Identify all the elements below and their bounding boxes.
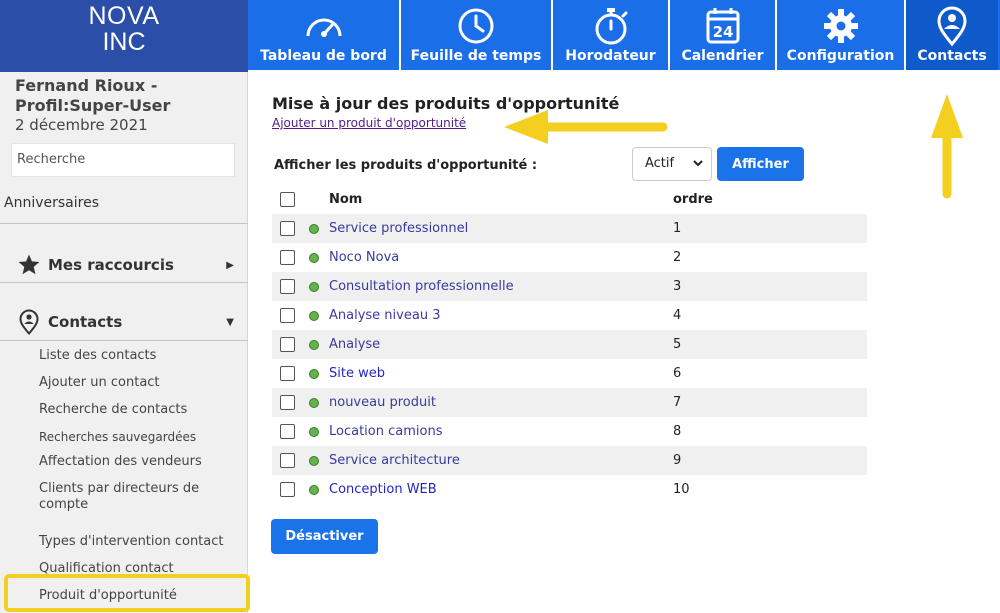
product-name-link[interactable]: Consultation professionnelle [329, 279, 514, 294]
product-name-link[interactable]: Location camions [329, 424, 443, 439]
active-status-icon [309, 282, 319, 292]
stopwatch-icon [589, 4, 633, 48]
current-date: 2 décembre 2021 [15, 116, 148, 134]
table-row [272, 214, 867, 243]
row-checkbox[interactable] [280, 424, 295, 439]
product-name-link[interactable]: Service architecture [329, 453, 460, 468]
sidebar-item-saved-searches[interactable]: Recherches sauvegardées [39, 430, 197, 444]
caret-down-icon: ▼ [226, 316, 234, 328]
row-checkbox[interactable] [280, 366, 295, 381]
calendar-icon [701, 4, 745, 48]
active-status-icon [309, 485, 319, 495]
contacts-label: Contacts [48, 313, 123, 331]
active-status-icon [309, 224, 319, 234]
product-name-link[interactable]: Analyse [329, 337, 381, 352]
sidebar-item-clients-by-account-director[interactable]: Clients par directeurs de compte [39, 481, 200, 512]
active-status-icon [309, 340, 319, 350]
sidebar-item-contact-list[interactable]: Liste des contacts [39, 348, 157, 363]
divider [0, 223, 248, 224]
nav-timesheet[interactable] [401, 0, 553, 70]
divider [0, 282, 248, 283]
speedometer-icon [302, 4, 346, 48]
nav-label: Tableau de bord [260, 48, 387, 64]
sidebar [0, 72, 248, 613]
row-checkbox[interactable] [280, 337, 295, 352]
shortcuts-section[interactable] [16, 252, 236, 278]
product-order: 1 [673, 221, 682, 236]
divider [0, 340, 248, 341]
table-row [272, 475, 867, 504]
row-checkbox[interactable] [280, 250, 295, 265]
sidebar-search-input[interactable]: Recherche [11, 143, 235, 177]
top-navigation [248, 0, 1000, 72]
nav-contacts[interactable] [906, 0, 998, 70]
nav-label: Contacts [917, 48, 987, 64]
product-order: 4 [673, 308, 682, 323]
nav-label: Feuille de temps [410, 48, 542, 64]
sidebar-item-opportunity-product[interactable]: Produit d'opportunité [39, 588, 177, 603]
active-status-icon [309, 427, 319, 437]
row-checkbox[interactable] [280, 453, 295, 468]
active-status-icon [309, 456, 319, 466]
product-order: 10 [673, 482, 690, 497]
nav-label: Calendrier [681, 48, 764, 64]
product-order: 6 [673, 366, 682, 381]
table-row [272, 417, 867, 446]
row-checkbox[interactable] [280, 395, 295, 410]
product-order: 8 [673, 424, 682, 439]
star-icon [16, 252, 42, 278]
add-opportunity-product-link[interactable]: Ajouter un produit d'opportunité [272, 116, 467, 130]
product-order: 7 [673, 395, 682, 410]
page-title: Mise à jour des produits d'opportunité [272, 94, 620, 113]
active-status-icon [309, 311, 319, 321]
table-row [272, 301, 867, 330]
row-checkbox[interactable] [280, 482, 295, 497]
contacts-section[interactable] [16, 309, 236, 335]
deactivate-button[interactable]: Désactiver [271, 519, 378, 554]
status-filter-select[interactable] [632, 147, 712, 181]
table-row [272, 446, 867, 475]
contact-pin-icon [16, 309, 42, 335]
left-arrow-annotation [500, 108, 670, 148]
nav-configuration[interactable] [777, 0, 906, 70]
logo-line-1: NOVA [88, 2, 160, 30]
select-all-checkbox[interactable] [280, 192, 295, 207]
sidebar-item-contact-search[interactable]: Recherche de contacts [39, 402, 188, 417]
column-header-order: ordre [673, 192, 713, 207]
birthdays-link[interactable]: Anniversaires [4, 195, 99, 211]
product-name-link[interactable]: Service professionnel [329, 221, 469, 236]
company-logo[interactable] [0, 0, 248, 72]
product-order: 9 [673, 453, 682, 468]
row-checkbox[interactable] [280, 279, 295, 294]
calendar-day: 24 [712, 23, 733, 41]
show-button[interactable]: Afficher [717, 147, 804, 181]
product-name-link[interactable]: Conception WEB [329, 482, 437, 497]
nav-calendar[interactable] [670, 0, 777, 70]
status-filter-value: Actif [645, 156, 675, 171]
up-arrow-annotation [926, 92, 970, 202]
shortcuts-label: Mes raccourcis [48, 256, 174, 274]
sidebar-item-intervention-types[interactable]: Types d'intervention contact [39, 534, 224, 549]
table-row [272, 243, 867, 272]
sidebar-item-sales-assignment[interactable]: Affectation des vendeurs [39, 454, 202, 469]
clock-icon [454, 4, 498, 48]
table-row [272, 388, 867, 417]
contact-pin-icon [930, 4, 974, 48]
nav-label: Horodateur [565, 48, 656, 64]
highlight-box [4, 574, 250, 612]
active-status-icon [309, 369, 319, 379]
sidebar-item-qualification[interactable]: Qualification contact [39, 561, 174, 576]
product-order: 3 [673, 279, 682, 294]
nav-dashboard[interactable] [248, 0, 401, 70]
sidebar-item-add-contact[interactable]: Ajouter un contact [39, 375, 160, 390]
row-checkbox[interactable] [280, 308, 295, 323]
product-name-link[interactable]: nouveau produit [329, 395, 436, 410]
filter-label: Afficher les produits d'opportunité : [274, 158, 538, 173]
nav-label: Configuration [786, 48, 895, 64]
gear-icon [819, 4, 863, 48]
active-status-icon [309, 253, 319, 263]
product-name-link[interactable]: Site web [329, 366, 385, 381]
product-name-link[interactable]: Noco Nova [329, 250, 400, 265]
column-header-name: Nom [329, 192, 363, 207]
table-row [272, 359, 867, 388]
product-order: 2 [673, 250, 682, 265]
active-status-icon [309, 398, 319, 408]
table-row [272, 330, 867, 359]
logo-line-2: INC [102, 28, 146, 56]
caret-right-icon: ▶ [226, 259, 234, 271]
row-checkbox[interactable] [280, 221, 295, 236]
table-header [272, 190, 867, 212]
chevron-down-icon [692, 157, 704, 173]
product-name-link[interactable]: Analyse niveau 3 [329, 308, 441, 323]
user-profile-name: Fernand Rioux - Profil:Super-User [15, 76, 171, 115]
table-row [272, 272, 867, 301]
product-order: 5 [673, 337, 682, 352]
nav-time-clock[interactable] [553, 0, 670, 70]
